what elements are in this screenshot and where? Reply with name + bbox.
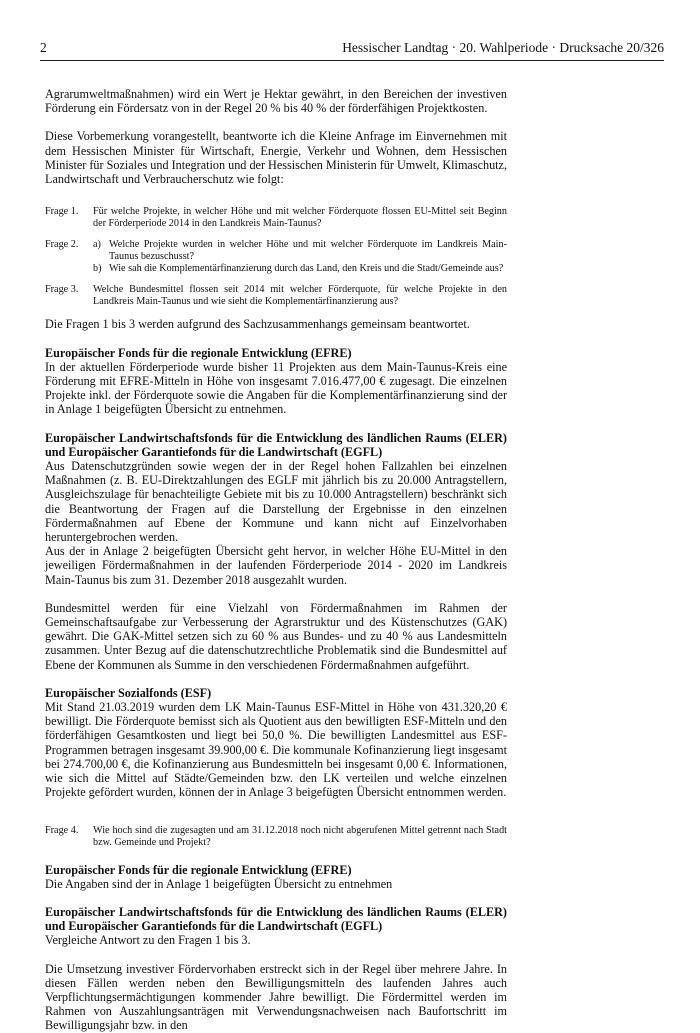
document-body	[45, 87, 507, 1033]
esf-paragraph: Mit Stand 21.03.2019 wurden dem LK Main-Taunus ESF-Mittel in Höhe von 431.320,20 € bewilligt. Die Förderquote bemisst sich als Quotient aus den bewilligten ESF-Mitteln und den förderfähigen Gesamtkosten und liegt bei 50,0 %. Die bewilligten Landesmittel aus ESF-Programmen betragen insgesamt 39.900,00 €. Die kommunale Kofinanzierung liegt insgesamt bei 274.700,00 €, die Kofinanzierung aus Bundesmitteln bei insgesamt 0,00 €. Informationen, wie sich die Mittel auf Städte/Gemeinden bzw. den LK verteilen und welche einzelnen Projekte gefördert wurden, können der in Anlage 3 beigefügten Übersicht entnommen werden.	[45, 700, 507, 800]
answer-summary: Die Fragen 1 bis 3 werden aufgrund des Sachzusammenhangs gemeinsam beantwortet.	[45, 317, 470, 332]
question-text: Welche Bundesmittel flossen seit 2014 mit welcher Förderquote, für welche Projekte in den Landkreis Main-Taunus und wie sieht die Komplementärfinanzierung aus?	[93, 284, 507, 307]
eler-paragraph: Die Umsetzung investiver Fördervorhaben erstreckt sich in der Regel über mehrere Jahre. In diesen Fällen werden neben den Bewilligungsmitteln des laufenden Jahres auch Verpflichtungsermächtigungen kommender Jahre bewilligt. Die Fördermittel werden im Rahmen von Auszahlungsanträgen mit Verwendungsnachweisen nach Baufortschritt im Bewilligungsjahr bzw. in den	[45, 961, 507, 1033]
question-label: Frage 3.	[45, 284, 79, 296]
question-2	[45, 239, 507, 274]
question-text: Für welche Projekte, in welcher Höhe und mit welcher Förderquote flossen EU-Mittel seit Beginn der Förderperiode 2014 in den Landkreis Main-Taunus?	[93, 206, 507, 229]
page-header	[40, 40, 664, 61]
efre-paragraph: Die Angaben sind der in Anlage 1 beigefügten Übersicht zu entnehmen	[45, 876, 393, 891]
intro-paragraph: Agrarumweltmaßnahmen) wird ein Wert je Hektar gewährt, in den Bereichen der investiven Förderung ein Fördersatz von in der Regel 20 % bis 40 % der förderfähigen Projektkosten.	[45, 87, 507, 116]
question-label: Frage 2.	[45, 239, 79, 251]
question-2b: b) Wie sah die Komplementärfinanzierung durch das Land, den Kreis und die Stadt/Gemeinde aus?	[93, 262, 504, 274]
question-2a: a) Welche Projekte wurden in welcher Höhe und mit welcher Förderquote im Landkreis Main-Taunus bezuschusst?	[93, 239, 507, 262]
question-3	[45, 284, 507, 307]
intro-paragraph: Diese Vorbemerkung vorangestellt, beantworte ich die Kleine Anfrage im Einvernehmen mit dem Hessischen Minister für Wirtschaft, Energie, Verkehr und Wohnen, dem Hessischen Minister für Soziales und Integration und der Hessischen Ministerin für Umwelt, Klimaschutz, Landwirtschaft und Verbraucherschutz wie folgt:	[45, 129, 508, 187]
eler-paragraph: Vergleiche Antwort zu den Fragen 1 bis 3.	[45, 933, 251, 948]
page-number: 2	[40, 40, 47, 55]
efre-paragraph: In der aktuellen Förderperiode wurde bisher 11 Projekten aus dem Main-Taunus-Kreis eine Förderung mit EFRE-Mitteln in Höhe von insgesamt 7.016.477,00 € zugesagt. Die einzelnen Projekte inkl. der Förderquote sowie die Angaben für die Komplementärfinanzierung sind der in Anlage 1 beigefügten Übersicht zu entnehmen.	[45, 359, 507, 417]
question-4	[45, 825, 507, 848]
eler-paragraph: Aus Datenschutzgründen sowie wegen der in der Regel hohen Fallzahlen bei einzelnen Maßnahmen (z. B. EU-Direktzahlungen des EGLF mit jährlich bis zu 20.000 Antragstellern, Ausgleichszulage für benachteiligte Gebiete mit bis zu 10.000 Antragstellern) beschränkt sich die Beantwortung der Fragen auf die Darstellung der Ergebnisse in den einzelnen Fördermaßnahmen auf Ebene der Kommune und kann nicht auf Einzelvorhaben heruntergebrochen werden.	[45, 459, 507, 545]
section-heading-efre: Europäischer Fonds für die regionale Entwicklung (EFRE)	[45, 345, 352, 360]
header-title: Hessischer Landtag · 20. Wahlperiode · Drucksache 20/326	[342, 40, 664, 55]
eler-paragraph: Aus der in Anlage 2 beigefügten Übersicht geht hervor, in welcher Höhe EU-Mittel in den jeweiligen Fördermaßnahmen in der laufenden Förderperiode 2014 - 2020 im Landkreis Main-Taunus bis zum 31. Dezember 2018 ausgezahlt wurden.	[45, 544, 507, 587]
section-heading-esf: Europäischer Sozialfonds (ESF)	[45, 685, 212, 700]
section-heading-eler: Europäischer Landwirtschaftsfonds für die Entwicklung des ländlichen Raums (ELER) und Europäischer Garantiefonds für die Landwirtschaft (EGFL)	[45, 430, 507, 459]
question-text: Wie hoch sind die zugesagten und am 31.12.2018 noch nicht abgerufenen Mittel getrennt nach Stadt bzw. Gemeinde und Projekt?	[93, 825, 507, 849]
section-heading-efre: Europäischer Fonds für die regionale Entwicklung (EFRE)	[45, 862, 352, 877]
question-label: Frage 4.	[45, 825, 79, 837]
section-heading-eler: Europäischer Landwirtschaftsfonds für die Entwicklung des ländlichen Raums (ELER) und Europäischer Garantiefonds für die Landwirtschaft (EGFL)	[45, 905, 507, 934]
eler-paragraph: Bundesmittel werden für eine Vielzahl von Fördermaßnahmen im Rahmen der Gemeinschaftsaufgabe zur Verbesserung der Agrarstruktur und des Küstenschutzes (GAK) gewährt. Die GAK-Mittel setzen sich zu 60 % aus Bundes- und zu 40 % aus Landesmitteln zusammen. Unter Bezug auf die datenschutzrechtliche Problematik sind die Bundesmittel auf Ebene der Kommunen als Summe in den verschiedenen Fördermaßnahmen aufgeführt.	[45, 600, 507, 672]
question-1	[45, 206, 507, 229]
question-label: Frage 1.	[45, 206, 79, 218]
